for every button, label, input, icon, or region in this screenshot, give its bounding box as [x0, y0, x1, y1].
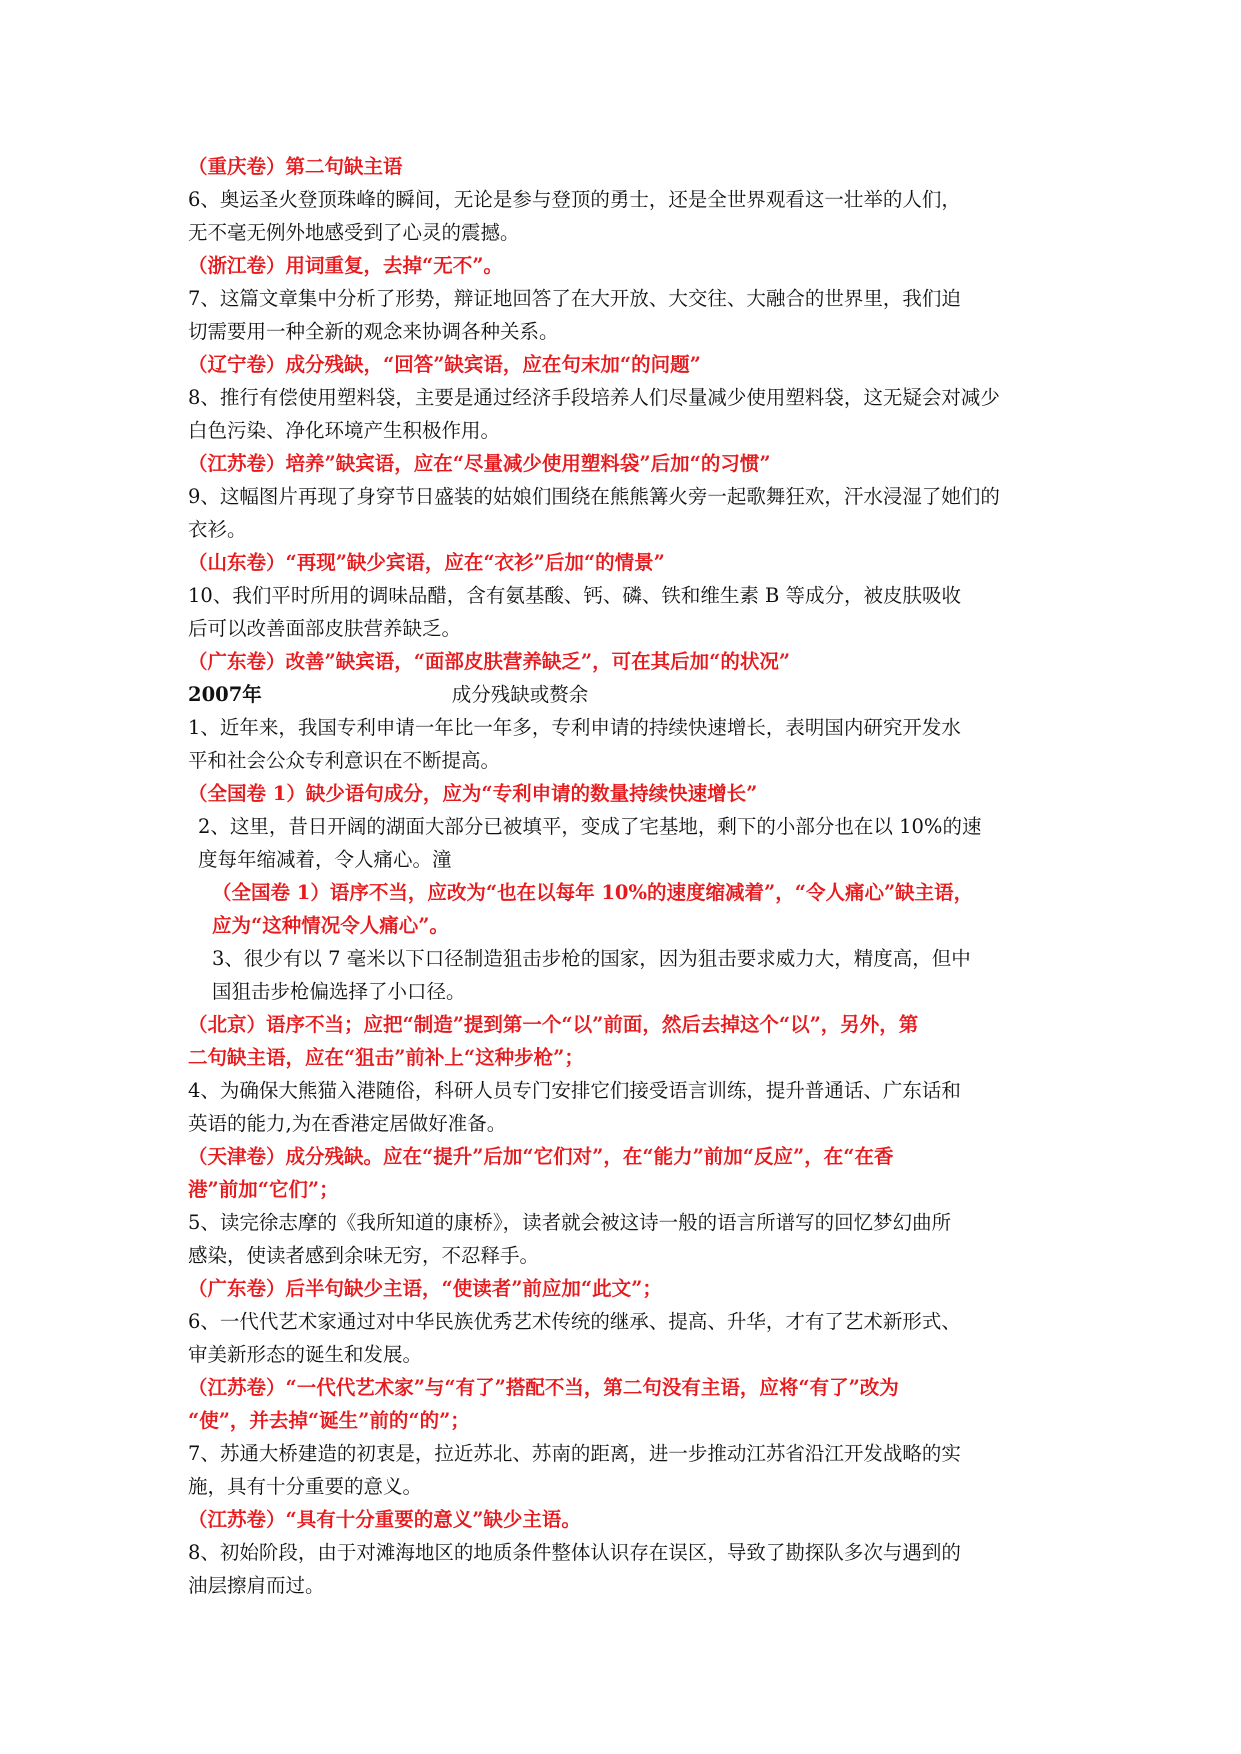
answer-line: （广东卷）改善”缺宾语，“面部皮肤营养缺乏”，可在其后加“的状况”: [188, 650, 791, 673]
question-line: 10、我们平时所用的调味品醋，含有氨基酸、钙、磷、铁和维生素 B 等成分，被皮肤吸收: [188, 584, 962, 607]
question-line: 7、这篇文章集中分析了形势，辩证地回答了在大开放、大交往、大融合的世界里，我们迫: [188, 287, 961, 310]
question-line: 白色污染、净化环境产生积极作用。: [188, 419, 501, 442]
answer-line: （北京）语序不当；应把“制造”提到第一个“以”前面，然后去掉这个“以”，另外，第: [188, 1013, 919, 1036]
answer-line: （江苏卷）“一代代艺术家”与“有了”搭配不当，第二句没有主语，应将“有了”改为: [188, 1376, 899, 1399]
answer-line: （辽宁卷）成分残缺，“回答”缺宾语，应在句末加“的问题”: [188, 353, 701, 376]
answer-line: （天津卷）成分残缺。应在“提升”后加“它们对”，在“能力”前加“反应”，在“在香: [188, 1145, 894, 1168]
answer-line: （重庆卷）第二句缺主语: [188, 155, 403, 178]
question-line: 3、很少有以 7 毫米以下口径制造狙击步枪的国家，因为狙击要求威力大，精度高，但中: [212, 947, 971, 970]
answer-line: （浙江卷）用词重复，去掉“无不”。: [188, 254, 503, 277]
section-topic: 成分残缺或赘余: [451, 683, 589, 706]
answer-line: （江苏卷）“具有十分重要的意义”缺少主语。: [188, 1508, 581, 1531]
question-line: 切需要用一种全新的观念来协调各种关系。: [188, 320, 559, 343]
question-line: 1、近年来，我国专利申请一年比一年多，专利申请的持续快速增长，表明国内研究开发水: [188, 716, 961, 739]
question-line: 2、这里，昔日开阔的湖面大部分已被填平，变成了宅基地，剩下的小部分也在以 10%的速: [198, 815, 982, 838]
question-line: 油层擦肩而过。: [188, 1574, 325, 1597]
section-year: 2007年: [188, 683, 262, 706]
question-line: 国狙击步枪偏选择了小口径。: [212, 980, 466, 1003]
answer-line: （江苏卷）培养”缺宾语，应在“尽量减少使用塑料袋”后加“的习惯”: [188, 452, 771, 475]
question-line: 6、一代代艺术家通过对中华民族优秀艺术传统的继承、提高、升华，才有了艺术新形式、: [188, 1310, 961, 1333]
question-line: 4、为确保大熊猫入港随俗，科研人员专门安排它们接受语言训练，提升普通话、广东话和: [188, 1079, 961, 1102]
answer-line: （全国卷 1）语序不当，应改为“也在以每年 10%的速度缩减着”，“令人痛心”缺主语，: [212, 881, 974, 904]
answer-line: 二句缺主语，应在“狙击”前补上“这种步枪”；: [188, 1046, 584, 1069]
document-page: [188, 150, 1054, 1602]
answer-line: （山东卷）“再现”缺少宾语，应在“衣衫”后加“的情景”: [188, 551, 665, 574]
question-line: 感染，使读者感到余味无穷，不忍释手。: [188, 1244, 540, 1267]
question-line: 审美新形态的诞生和发展。: [188, 1343, 423, 1366]
question-line: 7、苏通大桥建造的初衷是，拉近苏北、苏南的距离，进一步推动江苏省沿江开发战略的实: [188, 1442, 961, 1465]
section-heading: [188, 678, 1054, 711]
question-line: 英语的能力,为在香港定居做好准备。: [188, 1112, 507, 1135]
answer-line: （全国卷 1）缺少语句成分，应为“专利申请的数量持续快速增长”: [188, 782, 758, 805]
question-line: 5、读完徐志摩的《我所知道的康桥》，读者就会被这诗一般的语言所谱写的回忆梦幻曲所: [188, 1211, 952, 1234]
question-line: 度每年缩减着，令人痛心。潼: [198, 848, 452, 871]
question-line: 8、推行有偿使用塑料袋，主要是通过经济手段培养人们尽量减少使用塑料袋，这无疑会对减少: [188, 386, 1000, 409]
question-line: 后可以改善面部皮肤营养缺乏。: [188, 617, 462, 640]
answer-line: 应为“这种情况令人痛心”。: [212, 914, 449, 937]
question-line: 平和社会公众专利意识在不断提高。: [188, 749, 501, 772]
question-line: 6、奥运圣火登顶珠峰的瞬间，无论是参与登顶的勇士，还是全世界观看这一壮举的人们，: [188, 188, 961, 211]
answer-line: （广东卷）后半句缺少主语，“使读者”前应加“此文”；: [188, 1277, 662, 1300]
question-line: 9、这幅图片再现了身穿节日盛装的姑娘们围绕在熊熊篝火旁一起歌舞狂欢，汗水浸湿了她们的: [188, 485, 1000, 508]
question-line: 施，具有十分重要的意义。: [188, 1475, 423, 1498]
question-line: 衣衫。: [188, 518, 247, 541]
answer-line: “使”，并去掉“诞生”前的“的”；: [188, 1409, 470, 1432]
answer-line: 港”前加“它们”；: [188, 1178, 339, 1201]
question-line: 8、初始阶段，由于对滩海地区的地质条件整体认识存在误区，导致了勘探队多次与遇到的: [188, 1541, 961, 1564]
question-line: 无不毫无例外地感受到了心灵的震撼。: [188, 221, 520, 244]
